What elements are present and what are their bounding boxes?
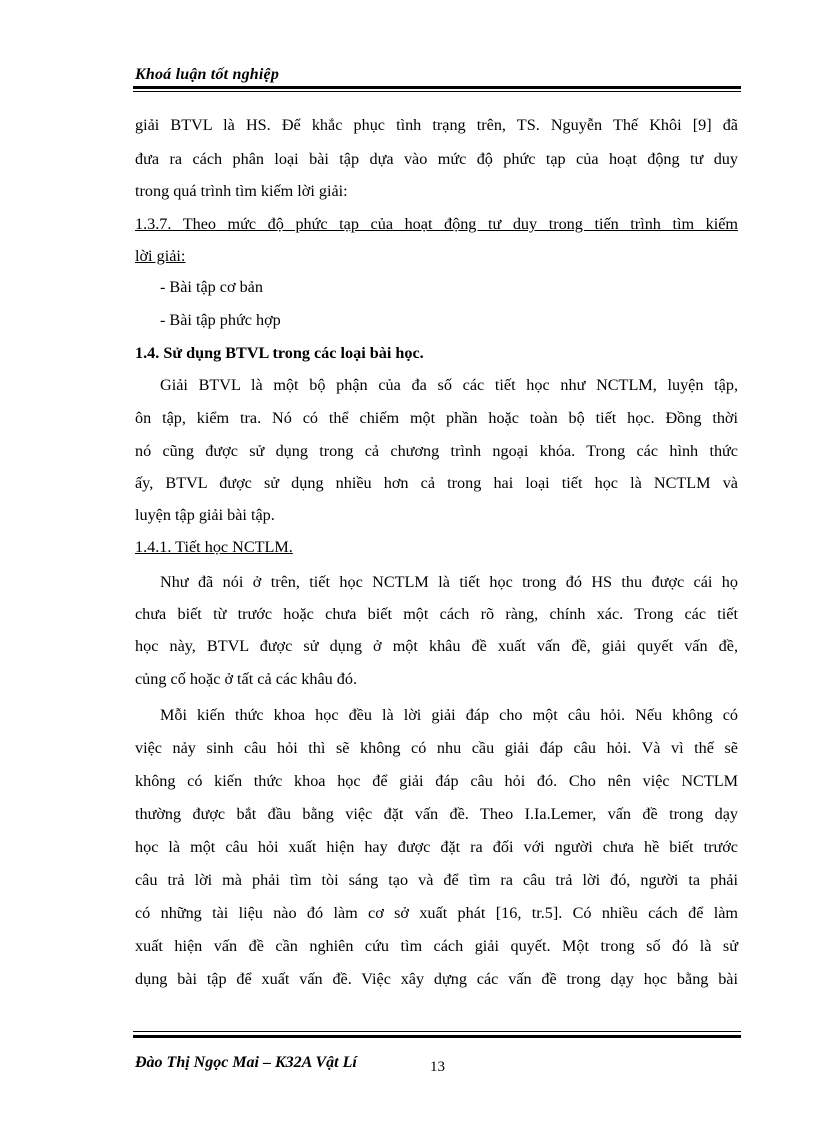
running-header: Khoá luận tốt nghiệp — [135, 66, 280, 83]
text-line: đưa ra cách phân loại bài tập dựa vào mức độ phức tạp của hoạt động tư duy — [135, 150, 738, 168]
text-line: giải BTVL là HS. Để khắc phục tình trạng trên, TS. Nguyễn Thế Khôi [9] đã — [135, 116, 738, 134]
text-line: dụng bài tập để xuất vấn đề. Việc xây dựng các vấn đề trong dạy học bằng bài — [135, 970, 738, 988]
section-heading-1-3-7: 1.3.7. Theo mức độ phức tạp của hoạt động tư duy trong tiến trình tìm kiếm — [135, 215, 738, 233]
text-line: chưa biết từ trước hoặc chưa biết một cách rõ ràng, chính xác. Trong các tiết — [135, 605, 738, 623]
text-line: ấy, BTVL được sử dụng nhiều hơn cả trong hai loại tiết học là NCTLM và — [135, 474, 738, 492]
text-line: xuất hiện vấn đề cần nghiên cứu tìm cách giải quyết. Một trong số đó là sử — [135, 937, 738, 955]
text-line: Như đã nói ở trên, tiết học NCTLM là tiết học trong đó HS thu được cái họ — [160, 573, 738, 591]
text-line: câu trả lời mà phải tìm tòi sáng tạo và để tìm ra câu trả lời đó, người ta phải — [135, 871, 738, 889]
text-line: học này, BTVL được sử dụng ở một khâu đề xuất vấn đề, giải quyết vấn đề, — [135, 637, 738, 655]
text-line: nó cũng được sử dụng trong cả chương trình ngoại khóa. Trong các hình thức — [135, 442, 738, 460]
page-number: 13 — [430, 1059, 445, 1075]
text-line: không có kiến thức khoa học để giải đáp câu hỏi đó. Cho nên việc NCTLM — [135, 772, 738, 790]
header-rule-thick — [133, 86, 741, 89]
text-line: có những tài liệu nào đó làm cơ sở xuất phát [16, tr.5]. Có nhiều cách để làm — [135, 904, 738, 922]
footer-rule-thick — [133, 1035, 741, 1038]
page-body — [135, 113, 738, 988]
text-line: ôn tập, kiểm tra. Nó có thể chiếm một phần hoặc toàn bộ tiết học. Đồng thời — [135, 409, 738, 427]
text-line: thường được bắt đầu bằng việc đặt vấn đề. Theo I.Ia.Lemer, vấn đề trong dạy — [135, 805, 738, 823]
list-item: - Bài tập cơ bản — [160, 278, 263, 296]
text-line: học là một câu hỏi xuất hiện hay được đặt ra đối với người chưa hề biết trước — [135, 838, 738, 856]
text-line: việc nảy sinh câu hỏi thì sẽ không có nhu cầu giải đáp câu hỏi. Và vì thế sẽ — [135, 739, 738, 757]
header-rule-thin — [133, 91, 741, 92]
text-line: Giải BTVL là một bộ phận của đa số các tiết học như NCTLM, luyện tập, — [160, 376, 738, 394]
list-item: - Bài tập phức hợp — [160, 311, 281, 329]
footer-author: Đào Thị Ngọc Mai – K32A Vật Lí — [135, 1054, 357, 1071]
text-line: luyện tập giải bài tập. — [135, 506, 275, 524]
text-line: Mỗi kiến thức khoa học đều là lời giải đáp cho một câu hỏi. Nếu không có — [160, 706, 738, 724]
section-heading-1-4-1: 1.4.1. Tiết học NCTLM. — [135, 538, 293, 556]
section-heading-1-3-7-cont: lời giải: — [135, 247, 186, 265]
footer-rule-thin — [133, 1031, 741, 1032]
section-heading-1-4: 1.4. Sử dụng BTVL trong các loại bài học. — [135, 344, 424, 362]
text-line: củng cố hoặc ở tất cả các khâu đó. — [135, 670, 358, 688]
text-line: trong quá trình tìm kiếm lời giải: — [135, 182, 348, 200]
